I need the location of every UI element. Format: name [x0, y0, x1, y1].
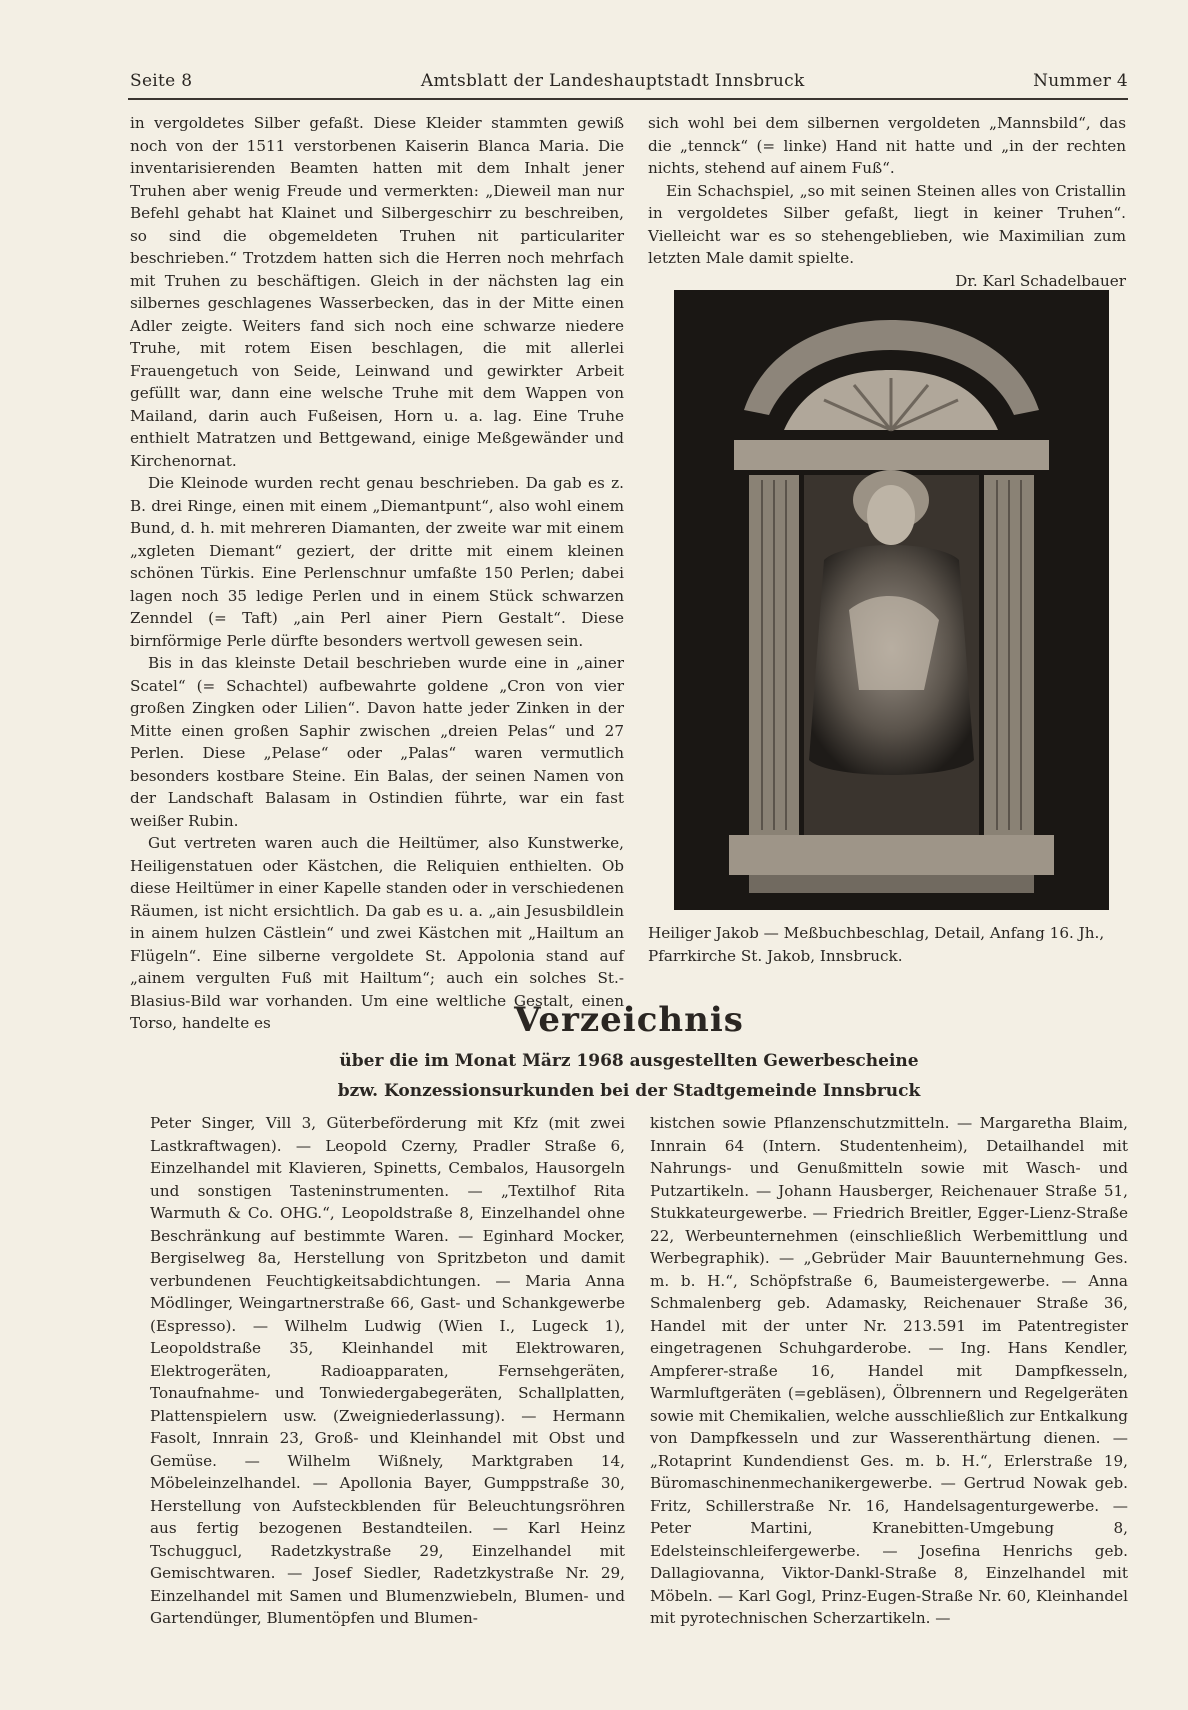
article-paragraph: Bis in das kleinste Detail beschrieben wurde eine in „ainer Scatel“ (= Schachtel) aufbewahrte goldene „Cron von vier großen Zingken oder Lilien“. Davon hatte jeder Zinken in der Mitte einen großen Saphir zwischen „dreien Pelas“ und 27 Perlen. Diese „Pelase“ oder „Palas“ waren vermutlich besonders kostbare Steine. Ein Balas, der seinen Namen von der Landschaft Balasam in Ostindien führte, war ein fast weißer Rubin.	[130, 654, 624, 830]
header-divider	[128, 98, 1128, 100]
publication-title: Amtsblatt der Landeshauptstadt Innsbruck	[420, 71, 805, 91]
issue-number: Nummer 4	[1033, 71, 1128, 91]
listing-title: Verzeichnis	[514, 1000, 744, 1040]
listing-right-column	[650, 1112, 1128, 1672]
entablature	[734, 440, 1049, 470]
listing-subtitle	[130, 1046, 1128, 1106]
listing-subtitle-line: bzw. Konzessionsurkunden bei der Stadtgemeinde Innsbruck	[337, 1081, 921, 1101]
page-header	[130, 68, 1128, 94]
article-paragraph: sich wohl bei dem silbernen vergoldeten „Mannsbild“, das die „tennck“ (= linke) Hand nit hatte und „in der rechten nichts, stehend auf ainem Fuß“.	[648, 114, 1126, 177]
saint-head	[867, 485, 915, 545]
article-left-column	[130, 112, 624, 1032]
article-paragraph: Die Kleinode wurden recht genau beschrieben. Da gab es z. B. drei Ringe, einen mit einem „Diemantpunt“, also wohl einem Bund, d. h. mit mehreren Diamanten, der zweite war mit einem „xgleten Diemant“ geziert, der dritte mit einem kleinen schönen Türkis. Eine Perlenschnur umfaßte 150 Perlen; dabei lagen noch 35 ledige Perlen und in einem Stück schwarzen Zenndel (= Taft) „ain Perl ainer Piern Gestalt“. Diese birnförmige Perle dürfte besonders wertvoll gewesen sein.	[130, 474, 624, 650]
author-signature: Dr. Karl Schadelbauer	[955, 271, 1126, 290]
figure-caption: Heiliger Jakob — Meßbuchbeschlag, Detail, Anfang 16. Jh., Pfarrkirche St. Jakob, Innsbruck.	[648, 924, 1105, 965]
article-paragraph: Ein Schachspiel, „so mit seinen Steinen alles von Cristallin in vergoldetes Silber gefaßt, liegt in keiner Truhen“. Vielleicht war es so stehengeblieben, wie Maximilian zum letzten Male damit spielte.	[648, 181, 1126, 267]
listing-text: kistchen sowie Pflanzenschutzmitteln. — Margaretha Blaim, Innrain 64 (Intern. Studentenheim), Detailhandel mit Nahrungs- und Genußmitteln sowie mit Wasch- und Putzartikeln. — Johann Hausberger, Reichenauer Straße 51, Stukkateurgewerbe. — Friedrich Breitler, Egger-Lienz-Straße 22, Werbeunternehmen (einschließlich Werbemittlung und Werbegraphik). — „Gebrüder Mair Bauunternehmung Ges. m. b. H.“, Schöpfstraße 6, Baumeistergewerbe. — Anna Schmalenberg geb. Adamasky, Reichenauer Straße 36, Handel mit der unter Nr. 213.591 im Patentregister eingetragenen Schuhgarderobe. — Ing. Hans Kendler, Ampferer-straße 16, Handel mit Dampfkesseln, Warmluftgeräten (=gebläsen), Ölbrennern und Regelgeräten sowie mit Chemikalien, welche ausschließlich zur Entkalkung von Dampfkesseln und zur Wasserenthärtung dienen. — „Rotaprint Kundendienst Ges. m. b. H.“, Erlerstraße 19, Büromaschinenmechanikergewerbe. — Gertrud Nowak geb. Fritz, Schillerstraße Nr. 16, Handelsagenturgewerbe. — Peter Martini, Kranebitten-Umgebung 8, Edelsteinschleifergewerbe. — Josefina Henrichs geb. Dallagiovanna, Viktor-Dankl-Straße 8, Einzelhandel mit Möbeln. — Karl Gogl, Prinz-Eugen-Straße Nr. 60, Kleinhandel mit pyrotechnischen Scherzartikeln. —	[650, 1114, 1128, 1627]
article-right-column	[648, 112, 1126, 290]
listing-left-column	[150, 1112, 625, 1672]
saint-jakob-photo	[674, 290, 1109, 910]
page-number: Seite 8	[130, 71, 193, 91]
article-paragraph: in vergoldetes Silber gefaßt. Diese Kleider stammten gewiß noch von der 1511 verstorbenen Kaiserin Blanca Maria. Die inventarisierenden Beamten hatten mit dem Inhalt jener Truhen aber wenig Freude und vermerkten: „Dieweil man nur Befehl gehabt hat Klainet und Silbergeschirr zu beschreiben, so sind die obgemeldeten Truhen nit particulariter beschrieben.“ Trotzdem hatten sich die Herren noch mehrfach mit Truhen zu beschäftigen. Gleich in der nächsten lag ein silbernes geschlagenes Wasserbecken, das in der Mitte einen Adler zeigte. Weiters fand sich noch eine schwarze niedere Truhe, mit rotem Eisen beschlagen, die mit allerlei Frauengetuch von Seide, Leinwand und gewirkter Arbeit gefüllt war, dann eine welsche Truhe mit dem Wappen von Mailand, darin auch Fußeisen, Horn u. a. lag. Eine Truhe enthielt Matratzen und Bettgewand, einige Meßgewänder und Kirchenornat.	[130, 114, 624, 470]
listing-subtitle-line: über die im Monat März 1968 ausgestellten Gewerbescheine	[339, 1051, 919, 1071]
article-paragraph: Gut vertreten waren auch die Heiltümer, also Kunstwerke, Heiligenstatuen oder Kästchen, die Reliquien enthielten. Ob diese Heiltümer in einer Kapelle standen oder in verschiedenen Räumen, ist nicht ersichtlich. Da gab es u. a. „ain Jesusbildlein in ainem hulzen Cästlein“ und zwei Kästchen mit „Hailtum an Flügeln“. Eine silberne vergoldete St. Appolonia stand auf „ainem vergulten Fuß mit Hailtum“; auch ein solches St.-Blasius-Bild war vorhanden. Um eine weltliche Gestalt, einen Torso, handelte es	[130, 834, 624, 1032]
relief-image	[674, 290, 1109, 910]
listing-text: Peter Singer, Vill 3, Güterbeförderung mit Kfz (mit zwei Lastkraftwagen). — Leopold Czerny, Pradler Straße 6, Einzelhandel mit Klavieren, Spinetts, Cembalos, Hausorgeln und sonstigen Tasteninstrumenten. — „Textilhof Rita Warmuth & Co. OHG.“, Leopoldstraße 8, Einzelhandel ohne Beschränkung auf bestimmte Waren. — Eginhard Mocker, Bergiselweg 8a, Herstellung von Spritzbeton und damit verbundenen Feuchtigkeitsabdichtungen. — Maria Anna Mödlinger, Weingartnerstraße 66, Gast- und Schankgewerbe (Espresso). — Wilhelm Ludwig (Wien I., Lugeck 1), Leopoldstraße 35, Kleinhandel mit Elektrowaren, Elektrogeräten, Radioapparaten, Fernsehgeräten, Tonaufnahme- und Tonwiedergabegeräten, Schallplatten, Plattenspielern usw. (Zweigniederlassung). — Hermann Fasolt, Innrain 23, Groß- und Kleinhandel mit Obst und Gemüse. — Wilhelm Wißnely, Marktgraben 14, Möbeleinzelhandel. — Apollonia Bayer, Gumppstraße 30, Herstellung von Aufsteckblenden für Beleuchtungsröhren aus fertig bezogenen Bestandteilen. — Karl Heinz Tschuggucl, Radetzkystraße 29, Einzelhandel mit Gemischtwaren. — Josef Siedler, Radetzkystraße Nr. 29, Einzelhandel mit Samen und Blumenzwiebeln, Blumen- und Gartendünger, Blumentöpfen und Blumen-	[150, 1114, 625, 1627]
base	[729, 835, 1054, 875]
